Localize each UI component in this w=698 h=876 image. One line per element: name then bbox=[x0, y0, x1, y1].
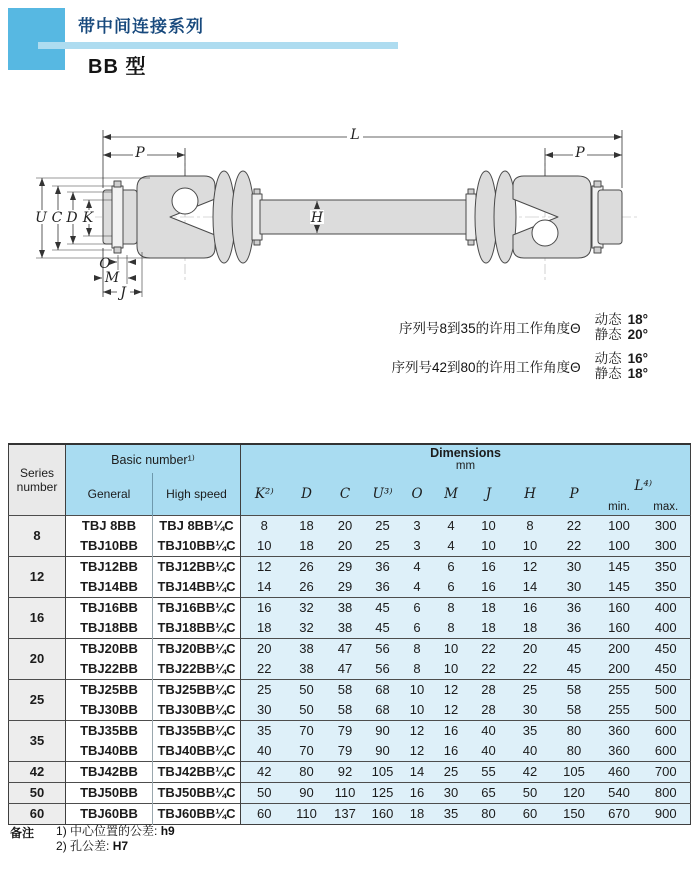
col-header-J: J bbox=[469, 473, 509, 516]
dimension-value-cell: 700 bbox=[642, 762, 691, 783]
dimension-value-cell: 450 bbox=[642, 659, 691, 680]
table-row bbox=[9, 577, 691, 598]
col-header-H: H bbox=[509, 473, 552, 516]
dimension-value-cell: 10 bbox=[469, 536, 509, 557]
dimension-value-cell: 68 bbox=[365, 680, 401, 701]
dimension-value-cell: 60 bbox=[241, 804, 288, 825]
dimension-value-cell: 45 bbox=[365, 598, 401, 619]
dimension-value-cell: 360 bbox=[597, 721, 642, 742]
dim-label-P-left: P bbox=[135, 145, 145, 161]
dimension-value-cell: 40 bbox=[509, 741, 552, 762]
dimension-value-cell: 50 bbox=[288, 700, 326, 721]
dim-label-M: M bbox=[104, 270, 120, 286]
dimension-value-cell: 30 bbox=[434, 783, 469, 804]
dimension-value-cell: 200 bbox=[597, 659, 642, 680]
dimension-value-cell: 110 bbox=[326, 783, 365, 804]
dimension-value-cell: 45 bbox=[365, 618, 401, 639]
high-speed-number-cell: TBJ50BB¼C bbox=[153, 783, 241, 804]
general-number-cell: TBJ 8BB bbox=[66, 516, 153, 537]
dimension-value-cell: 4 bbox=[434, 536, 469, 557]
dimension-value-cell: 18 bbox=[469, 598, 509, 619]
dim-label-C: C bbox=[51, 210, 63, 226]
dimension-value-cell: 79 bbox=[326, 721, 365, 742]
dimension-value-cell: 38 bbox=[288, 659, 326, 680]
dimension-value-cell: 500 bbox=[642, 680, 691, 701]
dimension-value-cell: 32 bbox=[288, 618, 326, 639]
dimension-value-cell: 38 bbox=[288, 639, 326, 660]
dimension-value-cell: 10 bbox=[469, 516, 509, 537]
dimension-value-cell: 22 bbox=[241, 659, 288, 680]
dimension-value-cell: 56 bbox=[365, 659, 401, 680]
dimension-value-cell: 4 bbox=[434, 516, 469, 537]
dimension-value-cell: 38 bbox=[326, 618, 365, 639]
dimension-value-cell: 90 bbox=[365, 741, 401, 762]
dimension-value-cell: 47 bbox=[326, 639, 365, 660]
dimension-value-cell: 3 bbox=[401, 516, 434, 537]
table-row bbox=[9, 741, 691, 762]
table-row bbox=[9, 618, 691, 639]
footnote-1: 1) 中心位置的公差: h9 bbox=[56, 824, 175, 838]
dimension-value-cell: 8 bbox=[401, 659, 434, 680]
high-speed-number-cell: TBJ35BB¼C bbox=[153, 721, 241, 742]
dimension-value-cell: 16 bbox=[434, 721, 469, 742]
dimension-value-cell: 300 bbox=[642, 516, 691, 537]
dimension-value-cell: 12 bbox=[401, 741, 434, 762]
dimension-value-cell: 6 bbox=[401, 618, 434, 639]
dimension-value-cell: 8 bbox=[434, 598, 469, 619]
col-header-series-number: Series number bbox=[9, 444, 66, 516]
dimension-value-cell: 100 bbox=[597, 516, 642, 537]
dimension-value-cell: 14 bbox=[401, 762, 434, 783]
dimension-value-cell: 160 bbox=[365, 804, 401, 825]
col-header-L-max: max. bbox=[642, 499, 691, 516]
high-speed-number-cell: TBJ42BB¼C bbox=[153, 762, 241, 783]
angle-dynamic: 动态 18° bbox=[594, 312, 648, 327]
high-speed-number-cell: TBJ30BB¼C bbox=[153, 700, 241, 721]
dimension-value-cell: 35 bbox=[434, 804, 469, 825]
dimension-value-cell: 20 bbox=[509, 639, 552, 660]
dimension-value-cell: 16 bbox=[434, 741, 469, 762]
dimension-value-cell: 38 bbox=[326, 598, 365, 619]
table-row bbox=[9, 536, 691, 557]
dimension-value-cell: 29 bbox=[326, 557, 365, 578]
dimension-value-cell: 800 bbox=[642, 783, 691, 804]
dimension-value-cell: 350 bbox=[642, 557, 691, 578]
dimension-value-cell: 670 bbox=[597, 804, 642, 825]
dim-label-J: J bbox=[120, 285, 126, 301]
dimension-value-cell: 8 bbox=[434, 618, 469, 639]
general-number-cell: TBJ18BB bbox=[66, 618, 153, 639]
col-header-L-min: min. bbox=[597, 499, 642, 516]
dimension-value-cell: 14 bbox=[509, 577, 552, 598]
high-speed-number-cell: TBJ22BB¼C bbox=[153, 659, 241, 680]
series-title: 带中间连接系列 bbox=[78, 17, 204, 36]
footnotes-list bbox=[56, 824, 175, 854]
dimension-value-cell: 300 bbox=[642, 536, 691, 557]
dimension-value-cell: 16 bbox=[469, 577, 509, 598]
dimension-value-cell: 50 bbox=[509, 783, 552, 804]
dimension-value-cell: 25 bbox=[509, 680, 552, 701]
angle-static: 静态 20° bbox=[594, 327, 648, 342]
dimension-value-cell: 42 bbox=[241, 762, 288, 783]
dimension-value-cell: 12 bbox=[434, 680, 469, 701]
series-number-cell: 50 bbox=[9, 783, 66, 804]
dimension-value-cell: 18 bbox=[401, 804, 434, 825]
footnotes bbox=[10, 824, 175, 854]
dimension-value-cell: 50 bbox=[288, 680, 326, 701]
dimension-value-cell: 600 bbox=[642, 721, 691, 742]
col-header-dimensions bbox=[241, 444, 691, 473]
dimension-value-cell: 28 bbox=[469, 700, 509, 721]
dim-label-O: O bbox=[99, 256, 111, 272]
table-row bbox=[9, 516, 691, 537]
dimension-value-cell: 55 bbox=[469, 762, 509, 783]
angle-note-values bbox=[595, 312, 648, 342]
dimension-value-cell: 58 bbox=[552, 680, 597, 701]
dimension-value-cell: 18 bbox=[241, 618, 288, 639]
high-speed-number-cell: TBJ40BB¼C bbox=[153, 741, 241, 762]
dimension-value-cell: 35 bbox=[509, 721, 552, 742]
dimension-value-cell: 6 bbox=[434, 557, 469, 578]
table-row bbox=[9, 680, 691, 701]
general-number-cell: TBJ30BB bbox=[66, 700, 153, 721]
table-row bbox=[9, 598, 691, 619]
dimension-value-cell: 79 bbox=[326, 741, 365, 762]
high-speed-number-cell: TBJ10BB¼C bbox=[153, 536, 241, 557]
dimension-value-cell: 90 bbox=[288, 783, 326, 804]
dimension-value-cell: 540 bbox=[597, 783, 642, 804]
dimension-value-cell: 50 bbox=[241, 783, 288, 804]
dimension-value-cell: 8 bbox=[401, 639, 434, 660]
dimension-value-cell: 40 bbox=[241, 741, 288, 762]
dimension-value-cell: 30 bbox=[552, 577, 597, 598]
dimension-value-cell: 8 bbox=[241, 516, 288, 537]
dimension-value-cell: 10 bbox=[509, 536, 552, 557]
high-speed-number-cell: TBJ18BB¼C bbox=[153, 618, 241, 639]
angle-note-row bbox=[392, 351, 648, 381]
dimension-value-cell: 145 bbox=[597, 557, 642, 578]
dimension-value-cell: 3 bbox=[401, 536, 434, 557]
dimension-value-cell: 47 bbox=[326, 659, 365, 680]
dimension-value-cell: 70 bbox=[288, 741, 326, 762]
dimension-value-cell: 25 bbox=[365, 516, 401, 537]
general-number-cell: TBJ16BB bbox=[66, 598, 153, 619]
dimension-value-cell: 20 bbox=[326, 536, 365, 557]
dimension-value-cell: 80 bbox=[469, 804, 509, 825]
dimension-value-cell: 255 bbox=[597, 700, 642, 721]
dimension-value-cell: 40 bbox=[469, 741, 509, 762]
dimension-value-cell: 160 bbox=[597, 598, 642, 619]
dimension-value-cell: 14 bbox=[241, 577, 288, 598]
series-number-cell: 60 bbox=[9, 804, 66, 825]
col-header-D: D bbox=[288, 473, 326, 516]
dimension-value-cell: 22 bbox=[552, 536, 597, 557]
angle-note-row bbox=[399, 312, 648, 342]
general-number-cell: TBJ22BB bbox=[66, 659, 153, 680]
series-number-cell: 16 bbox=[9, 598, 66, 639]
dimension-value-cell: 18 bbox=[469, 618, 509, 639]
dimension-value-cell: 22 bbox=[509, 659, 552, 680]
dimension-value-cell: 350 bbox=[642, 577, 691, 598]
col-header-U: U³⁾ bbox=[365, 473, 401, 516]
dimension-value-cell: 450 bbox=[642, 639, 691, 660]
general-number-cell: TBJ10BB bbox=[66, 536, 153, 557]
col-header-basic-number: Basic number¹⁾ bbox=[66, 444, 241, 473]
angle-dynamic: 动态 16° bbox=[594, 351, 648, 366]
dimension-value-cell: 10 bbox=[434, 639, 469, 660]
dimension-value-cell: 255 bbox=[597, 680, 642, 701]
series-number-cell: 8 bbox=[9, 516, 66, 557]
corner-accent-square bbox=[8, 8, 65, 70]
table-row bbox=[9, 762, 691, 783]
dimension-value-cell: 80 bbox=[552, 721, 597, 742]
dimension-value-cell: 105 bbox=[365, 762, 401, 783]
dimension-value-cell: 58 bbox=[552, 700, 597, 721]
dimension-value-cell: 8 bbox=[509, 516, 552, 537]
table-body bbox=[9, 516, 691, 825]
dimension-value-cell: 16 bbox=[509, 598, 552, 619]
dimension-value-cell: 30 bbox=[241, 700, 288, 721]
dimension-value-cell: 12 bbox=[401, 721, 434, 742]
dimension-value-cell: 40 bbox=[469, 721, 509, 742]
dimension-value-cell: 150 bbox=[552, 804, 597, 825]
series-number-cell: 12 bbox=[9, 557, 66, 598]
dim-label-U: U bbox=[35, 210, 47, 226]
high-speed-number-cell: TBJ25BB¼C bbox=[153, 680, 241, 701]
dimension-value-cell: 92 bbox=[326, 762, 365, 783]
dimension-value-cell: 45 bbox=[552, 639, 597, 660]
dimension-value-cell: 36 bbox=[365, 557, 401, 578]
dimension-value-cell: 6 bbox=[401, 598, 434, 619]
title-underline-bar bbox=[38, 42, 398, 49]
dim-label-P-right: P bbox=[575, 145, 585, 161]
col-header-C: C bbox=[326, 473, 365, 516]
high-speed-number-cell: TBJ20BB¼C bbox=[153, 639, 241, 660]
col-header-L: L⁴⁾ bbox=[597, 473, 691, 499]
dimension-value-cell: 460 bbox=[597, 762, 642, 783]
dimension-value-cell: 42 bbox=[509, 762, 552, 783]
dimension-value-cell: 4 bbox=[401, 557, 434, 578]
angle-static: 静态 18° bbox=[594, 366, 648, 381]
dimension-value-cell: 105 bbox=[552, 762, 597, 783]
dimension-value-cell: 30 bbox=[509, 700, 552, 721]
col-header-high-speed: High speed bbox=[153, 473, 241, 516]
dimension-value-cell: 600 bbox=[642, 741, 691, 762]
general-number-cell: TBJ20BB bbox=[66, 639, 153, 660]
dimension-value-cell: 56 bbox=[365, 639, 401, 660]
dimension-value-cell: 25 bbox=[241, 680, 288, 701]
dimension-value-cell: 18 bbox=[288, 516, 326, 537]
footnote-2: 2) 孔公差: H7 bbox=[56, 839, 129, 853]
general-number-cell: TBJ25BB bbox=[66, 680, 153, 701]
col-header-O: O bbox=[401, 473, 434, 516]
dimensions-label: Dimensions bbox=[430, 446, 501, 460]
dimension-value-cell: 22 bbox=[552, 516, 597, 537]
high-speed-number-cell: TBJ 8BB¼C bbox=[153, 516, 241, 537]
high-speed-number-cell: TBJ14BB¼C bbox=[153, 577, 241, 598]
dimension-value-cell: 10 bbox=[401, 680, 434, 701]
general-number-cell: TBJ12BB bbox=[66, 557, 153, 578]
dimension-value-cell: 36 bbox=[365, 577, 401, 598]
table-row bbox=[9, 721, 691, 742]
dimension-value-cell: 58 bbox=[326, 680, 365, 701]
col-header-general: General bbox=[66, 473, 153, 516]
dimension-value-cell: 22 bbox=[469, 659, 509, 680]
angle-note-label: 序列号8到35的许用工作角度Θ bbox=[399, 321, 581, 336]
dimension-value-cell: 10 bbox=[401, 700, 434, 721]
dimension-value-cell: 90 bbox=[365, 721, 401, 742]
col-header-P: P bbox=[552, 473, 597, 516]
dim-label-K: K bbox=[82, 210, 94, 226]
dimension-value-cell: 45 bbox=[552, 659, 597, 680]
dimension-value-cell: 65 bbox=[469, 783, 509, 804]
dimension-value-cell: 4 bbox=[401, 577, 434, 598]
series-number-cell: 25 bbox=[9, 680, 66, 721]
general-number-cell: TBJ14BB bbox=[66, 577, 153, 598]
dimension-value-cell: 500 bbox=[642, 700, 691, 721]
dimension-value-cell: 160 bbox=[597, 618, 642, 639]
dimension-value-cell: 35 bbox=[241, 721, 288, 742]
dimension-value-cell: 120 bbox=[552, 783, 597, 804]
table-row bbox=[9, 659, 691, 680]
table-row bbox=[9, 700, 691, 721]
dimension-value-cell: 32 bbox=[288, 598, 326, 619]
page-title: BB 型 bbox=[88, 56, 147, 78]
dimension-value-cell: 70 bbox=[288, 721, 326, 742]
general-number-cell: TBJ50BB bbox=[66, 783, 153, 804]
dimension-value-cell: 18 bbox=[509, 618, 552, 639]
dimension-value-cell: 137 bbox=[326, 804, 365, 825]
dimension-value-cell: 145 bbox=[597, 577, 642, 598]
dimensions-table bbox=[8, 443, 691, 825]
dimension-value-cell: 400 bbox=[642, 598, 691, 619]
dimension-value-cell: 100 bbox=[597, 536, 642, 557]
dimension-value-cell: 12 bbox=[241, 557, 288, 578]
general-number-cell: TBJ40BB bbox=[66, 741, 153, 762]
dimension-value-cell: 16 bbox=[469, 557, 509, 578]
table-row bbox=[9, 557, 691, 578]
dim-label-L: L bbox=[350, 127, 360, 143]
dimension-value-cell: 16 bbox=[401, 783, 434, 804]
dimension-value-cell: 360 bbox=[597, 741, 642, 762]
dimension-value-cell: 6 bbox=[434, 577, 469, 598]
general-number-cell: TBJ60BB bbox=[66, 804, 153, 825]
dimension-value-cell: 18 bbox=[288, 536, 326, 557]
dimension-value-cell: 28 bbox=[469, 680, 509, 701]
dimension-value-cell: 12 bbox=[509, 557, 552, 578]
dimension-value-cell: 16 bbox=[241, 598, 288, 619]
dimension-value-cell: 20 bbox=[241, 639, 288, 660]
general-number-cell: TBJ42BB bbox=[66, 762, 153, 783]
dimension-value-cell: 68 bbox=[365, 700, 401, 721]
angle-note-label: 序列号42到80的许用工作角度Θ bbox=[391, 360, 581, 375]
col-header-K: K²⁾ bbox=[241, 473, 288, 516]
dimension-value-cell: 60 bbox=[509, 804, 552, 825]
dimension-value-cell: 26 bbox=[288, 577, 326, 598]
dimension-value-cell: 22 bbox=[469, 639, 509, 660]
general-number-cell: TBJ35BB bbox=[66, 721, 153, 742]
dimension-value-cell: 20 bbox=[326, 516, 365, 537]
dim-label-H: H bbox=[310, 210, 324, 226]
series-number-cell: 35 bbox=[9, 721, 66, 762]
dimension-value-cell: 900 bbox=[642, 804, 691, 825]
footnotes-title: 备注 bbox=[10, 826, 35, 840]
dimension-value-cell: 400 bbox=[642, 618, 691, 639]
dimension-value-cell: 200 bbox=[597, 639, 642, 660]
high-speed-number-cell: TBJ12BB¼C bbox=[153, 557, 241, 578]
dimension-value-cell: 26 bbox=[288, 557, 326, 578]
dimension-value-cell: 125 bbox=[365, 783, 401, 804]
col-header-M: M bbox=[434, 473, 469, 516]
angle-note-values bbox=[595, 351, 648, 381]
angle-notes bbox=[0, 312, 648, 381]
table-row bbox=[9, 804, 691, 825]
technical-drawing bbox=[0, 100, 698, 310]
dimension-value-cell: 10 bbox=[241, 536, 288, 557]
dimension-value-cell: 80 bbox=[288, 762, 326, 783]
table-row bbox=[9, 783, 691, 804]
dimension-value-cell: 80 bbox=[552, 741, 597, 762]
series-number-cell: 20 bbox=[9, 639, 66, 680]
dimension-value-cell: 10 bbox=[434, 659, 469, 680]
high-speed-number-cell: TBJ16BB¼C bbox=[153, 598, 241, 619]
dimension-value-cell: 58 bbox=[326, 700, 365, 721]
dim-label-D: D bbox=[66, 210, 78, 226]
dimension-value-cell: 36 bbox=[552, 618, 597, 639]
high-speed-number-cell: TBJ60BB¼C bbox=[153, 804, 241, 825]
series-number-cell: 42 bbox=[9, 762, 66, 783]
dimension-value-cell: 110 bbox=[288, 804, 326, 825]
dimension-value-cell: 25 bbox=[365, 536, 401, 557]
dimension-value-cell: 25 bbox=[434, 762, 469, 783]
dimensions-unit: mm bbox=[455, 460, 476, 472]
dimension-value-cell: 29 bbox=[326, 577, 365, 598]
dimension-value-cell: 12 bbox=[434, 700, 469, 721]
table-row bbox=[9, 639, 691, 660]
dimension-value-cell: 36 bbox=[552, 598, 597, 619]
dimension-value-cell: 30 bbox=[552, 557, 597, 578]
